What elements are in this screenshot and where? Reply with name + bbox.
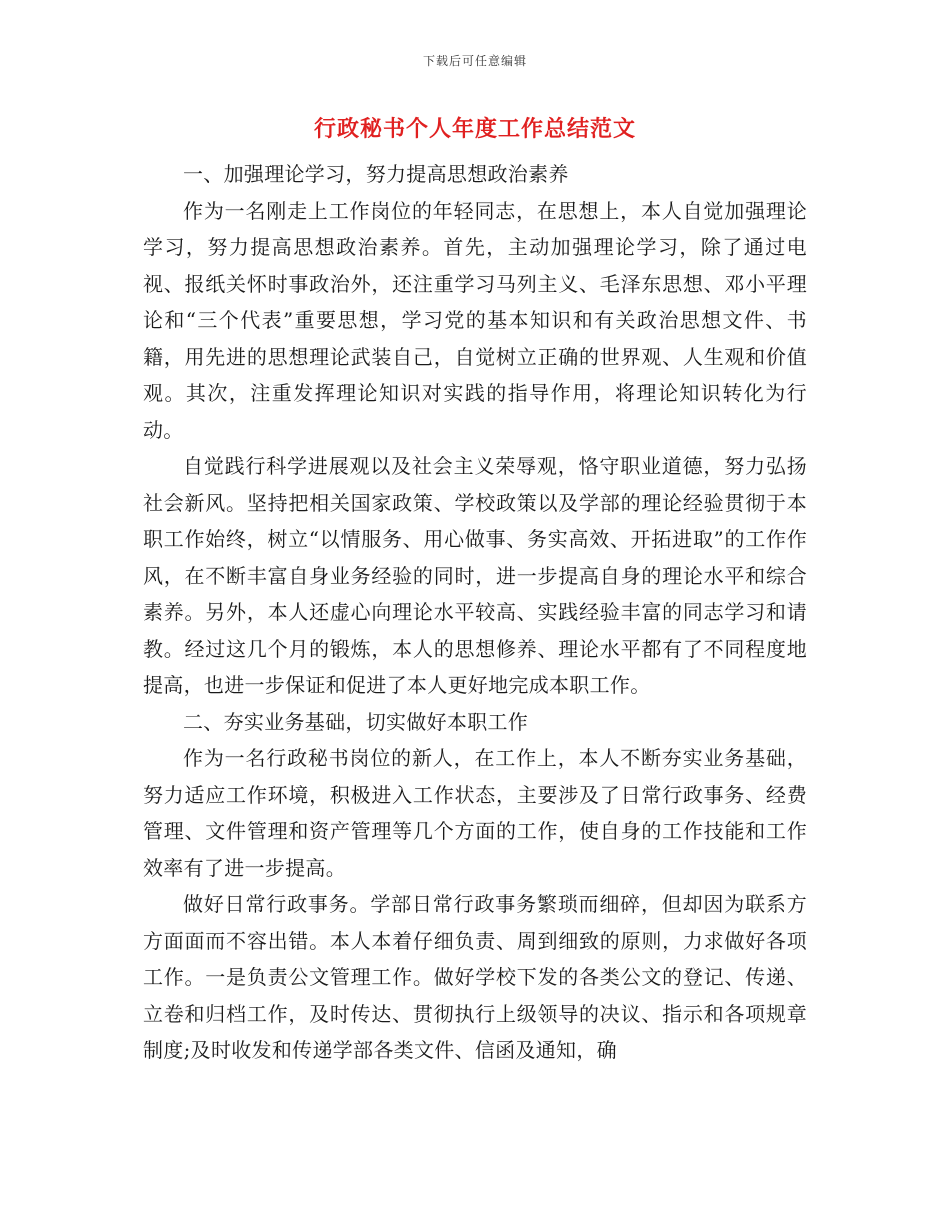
section-heading-1: 一、加强理论学习，努力提高思想政治素养 [183,162,569,186]
paragraph: 作为一名刚走上工作岗位的年轻同志，在思想上，本人自觉加强理论学习，努力提高思想政治素养。首先，主动加强理论学习，除了通过电视、报纸关怀时事政治外，还注重学习马列主义、毛泽东思想、邓小平理论和“三个代表”重要思想，学习党的基本知识和有关政治思想文件、书籍，用先进的思想理论武装自己，自觉树立正确的世界观、人生观和价值观。其次，注重发挥理论知识对实践的指导作用，将理论知识转化为行动。 [143,198,807,442]
document-body [143,156,807,1069]
header-note: 下载后可任意编辑 [422,54,527,68]
paragraph: 做好日常行政事务。学部日常行政事务繁琐而细碎，但却因为联系方方面面而不容出错。本人本着仔细负责、周到细致的原则，力求做好各项工作。一是负责公文管理工作。做好学校下发的各类公文的登记、传递、立卷和归档工作，及时传达、贯彻执行上级领导的决议、指示和各项规章制度;及时收发和传递学部各类文件、信函及通知，确 [143,892,807,1062]
paragraph: 自觉践行科学进展观以及社会主义荣辱观，恪守职业道德，努力弘扬社会新风。坚持把相关国家政策、学校政策以及学部的理论经验贯彻于本职工作始终，树立“以情服务、用心做事、务实高效、开拓进取”的工作作风，在不断丰富自身业务经验的同时，进一步提高自身的理论水平和综合素养。另外，本人还虚心向理论水平较高、实践经验丰富的同志学习和请教。经过这几个月的锻炼，本人的思想修养、理论水平都有了不同程度地提高，也进一步保证和促进了本人更好地完成本职工作。 [143,454,807,697]
paragraph: 作为一名行政秘书岗位的新人，在工作上，本人不断夯实业务基础，努力适应工作环境，积极进入工作状态，主要涉及了日常行政事务、经费管理、文件管理和资产管理等几个方面的工作，使自身的工作技能和工作效率有了进一步提高。 [143,746,807,880]
document-title: 行政秘书个人年度工作总结范文 [313,116,636,142]
section-heading-2: 二、夯实业务基础，切实做好本职工作 [183,709,529,734]
